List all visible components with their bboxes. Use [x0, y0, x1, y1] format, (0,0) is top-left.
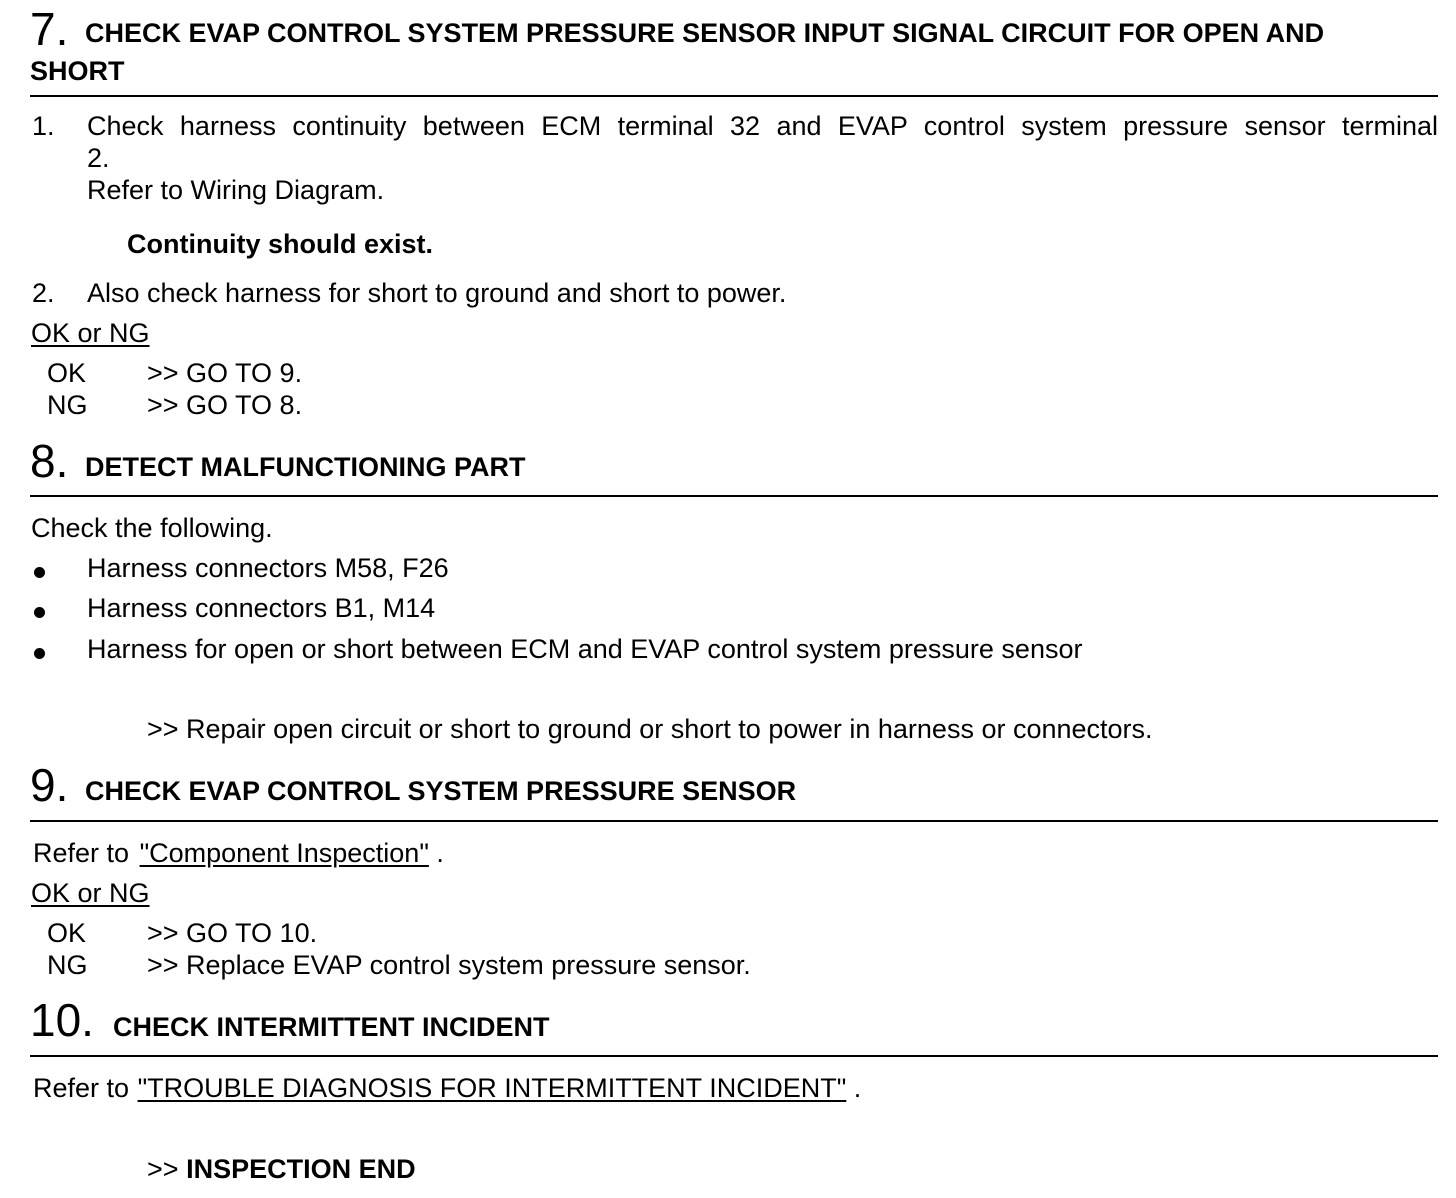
- inspection-end: [147, 1153, 416, 1185]
- step-10-number: 10.: [30, 994, 94, 1046]
- end-prefix: >>: [147, 1154, 179, 1184]
- bullet-icon: [34, 567, 45, 578]
- step-10-title: CHECK INTERMITTENT INCIDENT: [113, 1012, 550, 1042]
- step-7-item-1-text-cont: 2.: [87, 143, 110, 173]
- step-7-item-2-text: Also check harness for short to ground and short to power.: [87, 278, 787, 308]
- ok-or-ng-label: OK or NG: [31, 318, 150, 348]
- refer-suffix: .: [853, 1073, 862, 1103]
- list-item: Harness connectors B1, M14: [87, 593, 436, 623]
- ng-label: NG: [47, 950, 88, 980]
- ng-action[interactable]: >> GO TO 8.: [147, 390, 303, 420]
- ok-label: OK: [47, 918, 87, 948]
- item-number: 1.: [32, 111, 55, 141]
- section-divider: [30, 1055, 1438, 1057]
- refer-prefix: Refer to: [33, 838, 130, 868]
- step-7-title: CHECK EVAP CONTROL SYSTEM PRESSURE SENSOR INPUT SIGNAL CIRCUIT FOR OPEN AND: [85, 18, 1325, 48]
- step-7-item-1-text: Check harness continuity between ECM terminal 32 and EVAP control system pressure sensor terminal: [87, 111, 1438, 141]
- step-8-title: DETECT MALFUNCTIONING PART: [85, 452, 526, 482]
- section-divider: [30, 495, 1438, 497]
- wiring-diagram-reference: Refer to Wiring Diagram.: [87, 175, 385, 205]
- section-divider: [30, 95, 1438, 97]
- ng-action: >> Replace EVAP control system pressure sensor.: [147, 950, 751, 980]
- ng-label: NG: [47, 390, 88, 420]
- ok-label: OK: [47, 358, 87, 388]
- list-item: Harness connectors M58, F26: [87, 553, 449, 583]
- step-9-number: 9.: [30, 759, 69, 811]
- ok-or-ng-label: OK or NG: [31, 878, 150, 908]
- section-divider: [30, 820, 1438, 822]
- bullet-icon: [34, 607, 45, 618]
- step-8-number: 8.: [30, 435, 69, 487]
- step-8-intro: Check the following.: [31, 513, 273, 543]
- step-7-title-line2: SHORT: [30, 56, 125, 86]
- step-7-number: 7.: [30, 3, 69, 55]
- trouble-diagnosis-link[interactable]: "TROUBLE DIAGNOSIS FOR INTERMITTENT INCIDENT": [137, 1073, 847, 1103]
- repair-action: >> Repair open circuit or short to ground or short to power in harness or connectors.: [147, 714, 1153, 744]
- end-text: INSPECTION END: [186, 1154, 416, 1184]
- item-number: 2.: [32, 278, 55, 308]
- refer-to-text: [33, 837, 444, 869]
- bullet-icon: [34, 648, 45, 659]
- continuity-spec: Continuity should exist.: [127, 229, 434, 259]
- ok-action[interactable]: >> GO TO 10.: [147, 918, 318, 948]
- ok-action[interactable]: >> GO TO 9.: [147, 358, 303, 388]
- refer-prefix: Refer to: [33, 1073, 130, 1103]
- refer-suffix: .: [436, 838, 444, 868]
- component-inspection-link[interactable]: "Component Inspection": [139, 838, 429, 868]
- refer-to-text: [33, 1072, 861, 1104]
- list-item: Harness for open or short between ECM and EVAP control system pressure sensor: [87, 634, 1083, 664]
- step-9-title: CHECK EVAP CONTROL SYSTEM PRESSURE SENSOR: [85, 776, 797, 806]
